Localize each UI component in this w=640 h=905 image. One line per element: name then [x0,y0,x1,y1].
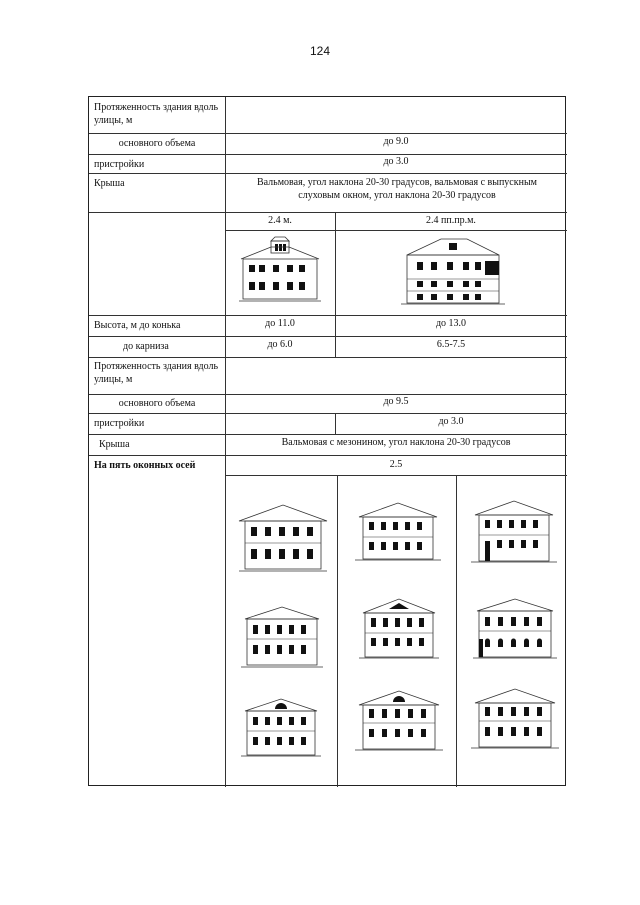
building-variant-7 [241,695,321,759]
cornice-height-a: до 6.0 [267,339,293,350]
building-variant-4 [241,603,323,671]
building-2-4-mansard-drawing [401,235,505,307]
building-variant-3 [471,497,557,565]
main-volume-label-2: основного объема [118,398,196,409]
length-label-2: Протяженность здания вдоль улицы, м [94,361,219,385]
building-variant-2 [355,499,441,563]
ridge-height-b: до 13.0 [435,318,467,329]
annex-label-1: пристройки [94,159,145,170]
building-parameters-table [88,96,566,786]
cornice-height-b: 6.5-7.5 [436,339,466,350]
building-variant-6 [473,595,557,661]
main-volume-value-1: до 9.0 [383,136,409,147]
annex-label-2: пристройки [94,418,145,429]
roof-value-2: Вальмовая с мезонином, угол наклона 20-30 градусов [281,437,511,448]
main-volume-value-2: до 9.5 [383,396,409,407]
building-2-4-drawing [239,235,321,305]
type-a-label: 2.4 м. [268,215,292,226]
length-label-1: Протяженность здания вдоль улицы, м [94,102,219,126]
roof-label-2: Крыша [99,439,130,450]
type-2-5-label: 2.5 [389,459,403,470]
annex-value-2: до 3.0 [438,416,464,427]
annex-value-1: до 3.0 [383,156,409,167]
roof-value-1: Вальмовая, угол наклона 20-30 градусов, вальмовая с выпускным слуховым окном, угол наклона 20-30 градусов [256,177,537,201]
building-variant-5 [359,595,439,661]
page-number: 124 [309,44,331,58]
five-axes-label: На пять оконных осей [94,460,196,471]
roof-label-1: Крыша [94,178,125,189]
building-variant-1 [237,501,329,573]
ridge-height-a: до 11.0 [265,318,295,329]
ridge-height-label: Высота, м до конька [94,320,181,331]
building-variant-8 [355,687,443,753]
type-b-label: 2.4 пп.пр.м. [426,215,476,226]
main-volume-label-1: основного объема [118,138,196,149]
cornice-height-label: до карниза [123,341,169,352]
building-variant-9 [471,685,559,751]
